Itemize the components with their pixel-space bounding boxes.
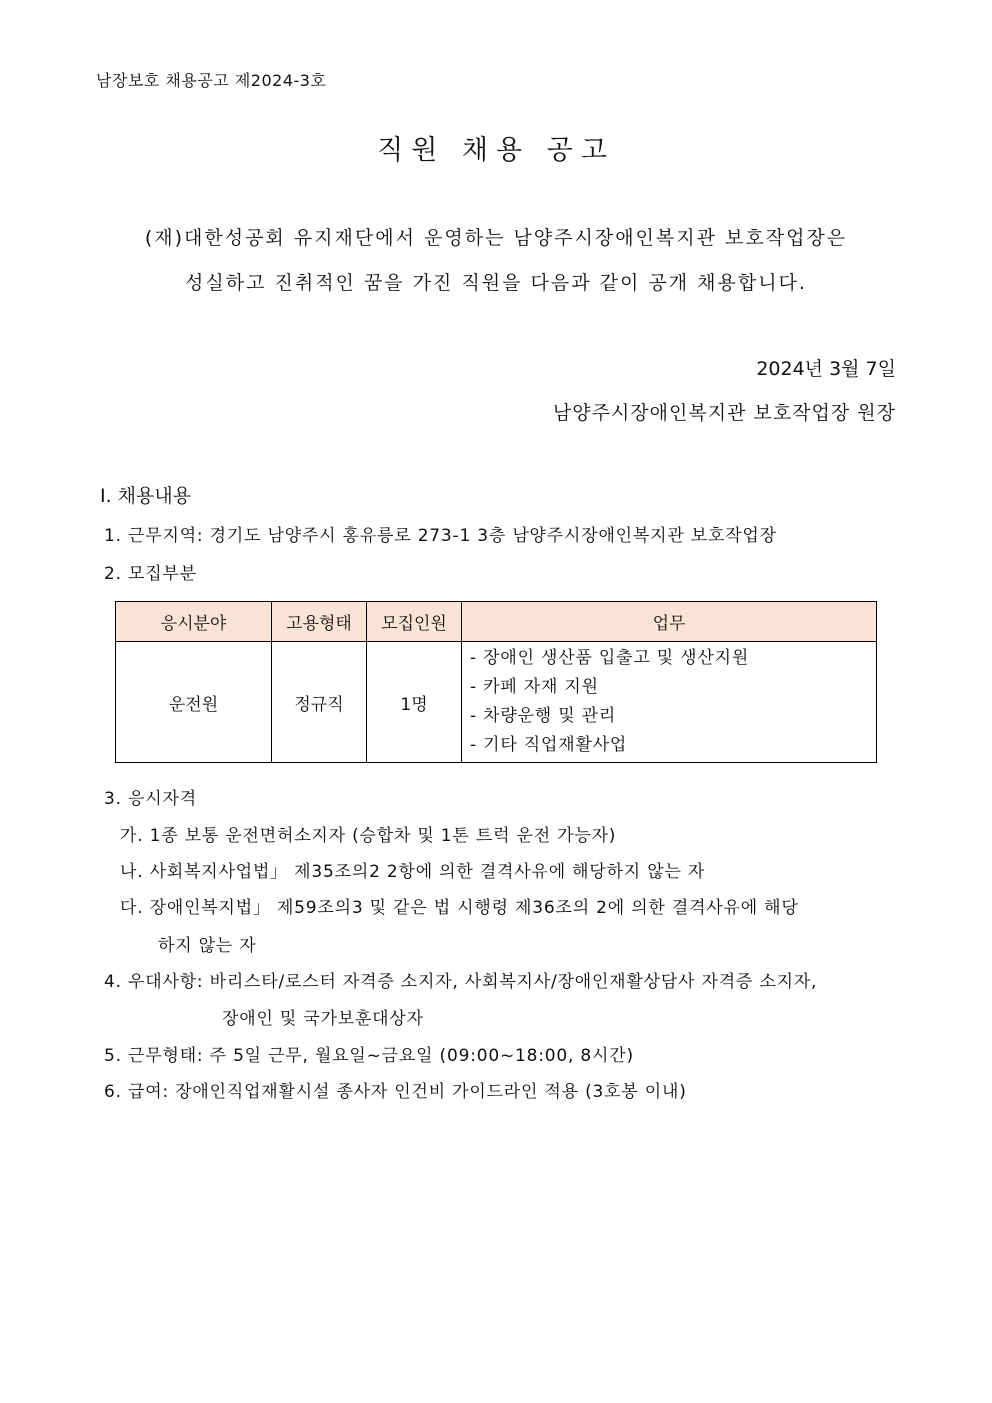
preference: 4. 우대사항: 바리스타/로스터 자격증 소지자, 사회복지사/장애인재활상담사 자격증 소지자, xyxy=(104,972,818,992)
duty-item: - 카페 자재 지원 xyxy=(470,677,599,697)
qualification-b: 나. 사회복지사업법」 제35조의2 2항에 의한 결격사유에 해당하지 않는 자 xyxy=(120,862,706,882)
cell-headcount: 1명 xyxy=(367,642,462,763)
header-headcount: 모집인원 xyxy=(367,602,462,642)
intro-line-1: (재)대한성공회 유지재단에서 운영하는 남양주시장애인복지관 보호작업장은 xyxy=(144,227,848,249)
notice-date: 2024년 3월 7일 xyxy=(756,358,896,380)
notice-number: 남장보호 채용공고 제2024-3호 xyxy=(96,71,327,90)
header-duties: 업무 xyxy=(462,602,877,642)
preference-cont: 장애인 및 국가보훈대상자 xyxy=(222,1009,424,1029)
table-row xyxy=(116,642,877,763)
header-employment-type: 고용형태 xyxy=(272,602,367,642)
recruit-division-heading: 2. 모집부분 xyxy=(104,564,197,584)
work-location: 1. 근무지역: 경기도 남양주시 홍유릉로 273-1 3층 남양주시장애인복지관 보호작업장 xyxy=(104,526,777,546)
table-header-row xyxy=(116,602,877,642)
qualification-heading: 3. 응시자격 xyxy=(104,789,197,809)
section-title: Ⅰ. 채용내용 xyxy=(100,485,192,507)
qualification-c: 다. 장애인복지법」 제59조의3 및 같은 법 시행령 제36조의 2에 의한 결격사유에 해당 xyxy=(120,898,799,918)
issuer: 남양주시장애인복지관 보호작업장 원장 xyxy=(552,402,896,424)
duty-item: - 기타 직업재활사업 xyxy=(470,735,628,755)
duty-item: - 차량운행 및 관리 xyxy=(470,706,617,726)
header-field: 응시분야 xyxy=(116,602,272,642)
duty-item: - 장애인 생산품 입출고 및 생산지원 xyxy=(470,648,750,668)
page-title: 직원 채용 공고 xyxy=(377,135,615,166)
cell-field: 운전원 xyxy=(116,642,272,763)
intro-line-2: 성실하고 진취적인 꿈을 가진 직원을 다음과 같이 공개 채용합니다. xyxy=(185,272,807,294)
work-type: 5. 근무형태: 주 5일 근무, 월요일~금요일 (09:00~18:00, 8시간) xyxy=(104,1046,634,1066)
salary: 6. 급여: 장애인직업재활시설 종사자 인건비 가이드라인 적용 (3호봉 이내) xyxy=(104,1082,687,1102)
qualification-c-cont: 하지 않는 자 xyxy=(158,936,257,956)
cell-employment-type: 정규직 xyxy=(272,642,367,763)
recruit-table xyxy=(115,601,877,763)
qualification-a: 가. 1종 보통 운전면허소지자 (승합차 및 1톤 트럭 운전 가능자) xyxy=(120,826,617,846)
cell-duties xyxy=(462,642,877,763)
